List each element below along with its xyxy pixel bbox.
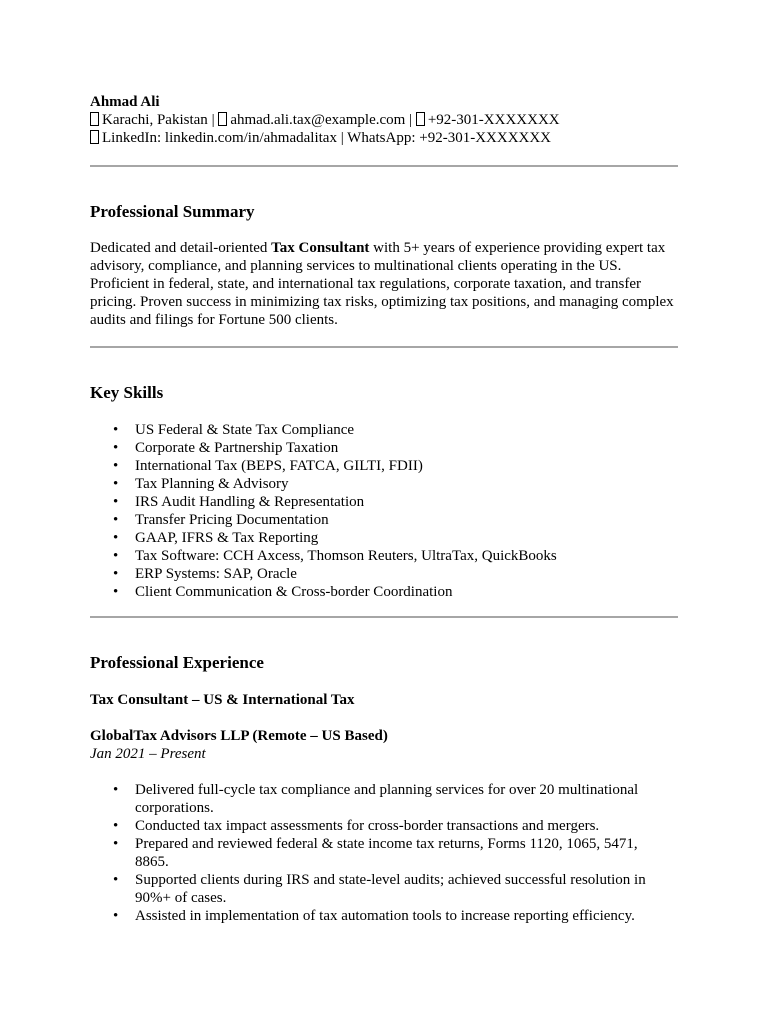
divider: [90, 616, 678, 618]
link-icon: [90, 130, 99, 144]
skill-item: • Tax Software: CCH Axcess, Thomson Reuters, UltraTax, QuickBooks: [90, 547, 650, 565]
skills-list: [90, 421, 650, 601]
summary-paragraph: [90, 239, 680, 329]
contact-line-1: Karachi, Pakistan | ahmad.ali.tax@example.com | +92-301-XXXXXXX: [90, 111, 560, 129]
skill-item: • US Federal & State Tax Compliance: [90, 421, 650, 439]
job-title: Tax Consultant – US & International Tax: [90, 692, 355, 708]
skill-item: • GAAP, IFRS & Tax Reporting: [90, 529, 650, 547]
linkedin-whatsapp-text[interactable]: LinkedIn: linkedin.com/in/ahmadalitax | WhatsApp: +92-301-XXXXXXX: [102, 130, 552, 146]
email-icon: [218, 112, 227, 126]
summary-heading: Professional Summary: [90, 202, 255, 221]
skills-heading: Key Skills: [90, 383, 164, 402]
experience-bullet: • Delivered full-cycle tax compliance and planning services for over 20 multinational corporations.: [90, 781, 650, 817]
summary-highlight: Tax Consultant: [271, 240, 370, 256]
contact-line-2: [90, 129, 560, 147]
skill-item: • IRS Audit Handling & Representation: [90, 493, 650, 511]
skill-item: • Corporate & Partnership Taxation: [90, 439, 650, 457]
phone-icon: [416, 112, 425, 126]
divider: [90, 165, 678, 167]
location-icon: [90, 112, 99, 126]
experience-bullet: • Assisted in implementation of tax automation tools to increase reporting efficiency.: [90, 907, 650, 925]
email-link[interactable]: ahmad.ali.tax@example.com: [230, 112, 406, 128]
summary-text-before: Dedicated and detail-oriented: [90, 240, 272, 256]
experience-bullet: • Conducted tax impact assessments for cross-border transactions and mergers.: [90, 817, 650, 835]
skill-item: • ERP Systems: SAP, Oracle: [90, 565, 650, 583]
summary-text-after: with 5+ years of experience providing expert tax advisory, compliance, and planning services to multinational clients operating in the US. Proficient in federal, state, and international tax regulations, corporate taxation, and transfer pricing. Proven success in minimizing tax risks, optimizing tax positions, and managing complex audits and filings for Fortune 500 clients.: [90, 240, 674, 328]
experience-bullet: • Prepared and reviewed federal & state income tax returns, Forms 1120, 1065, 5471, 8865.: [90, 835, 650, 871]
contact-block: [90, 111, 560, 147]
skill-item: • Tax Planning & Advisory: [90, 475, 650, 493]
skill-item: • International Tax (BEPS, FATCA, GILTI, FDII): [90, 457, 650, 475]
candidate-name: Ahmad Ali: [90, 94, 160, 110]
location-text: Karachi, Pakistan: [102, 112, 208, 128]
phone-text: +92-301-XXXXXXX: [427, 112, 560, 128]
job-dates: Jan 2021 – Present: [90, 746, 206, 762]
skill-item: • Client Communication & Cross-border Coordination: [90, 583, 650, 601]
experience-bullets: [90, 781, 650, 925]
experience-heading: Professional Experience: [90, 653, 264, 672]
experience-bullet: • Supported clients during IRS and state-level audits; achieved successful resolution in 90%+ of cases.: [90, 871, 650, 907]
divider: [90, 346, 678, 348]
skill-item: • Transfer Pricing Documentation: [90, 511, 650, 529]
company-name: GlobalTax Advisors LLP (Remote – US Based): [90, 728, 388, 744]
